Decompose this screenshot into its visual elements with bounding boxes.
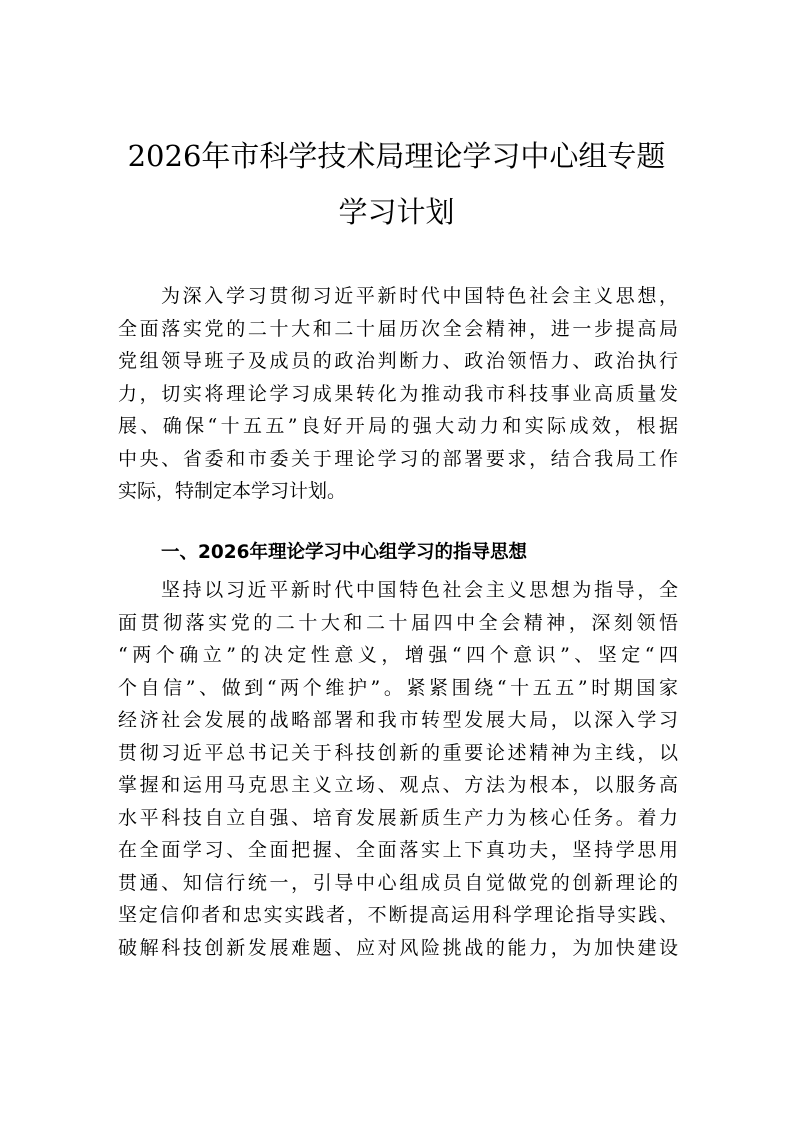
section-1-line: 经济社会发展的战略部署和我市转型发展大局，以深入学习 — [118, 709, 678, 731]
document-title-line-1: 2026年市科学技术局理论学习中心组专题 — [127, 139, 666, 173]
intro-line: 实际，特制定本学习计划。 — [118, 480, 347, 502]
intro-line: 中央、省委和市委关于理论学习的部署要求，结合我局工作 — [118, 447, 678, 470]
section-1-line: 掌握和运用马克思主义立场、观点、方法为根本，以服务高 — [118, 774, 678, 796]
section-1-line: 面贯彻落实党的二十大和二十届四中全会精神，深刻领悟 — [118, 611, 678, 634]
section-1-line: 贯通、知信行统一，引导中心组成员自觉做党的创新理论的 — [118, 871, 678, 894]
section-1-paragraph — [118, 574, 678, 964]
section-1-line: 个自信”、做到“两个维护”。紧紧围绕“十五五”时期国家 — [118, 676, 678, 699]
section-1-line: 坚定信仰者和忠实实践者，不断提高运用科学理论指导实践、 — [118, 904, 678, 926]
intro-line: 展、确保“十五五”良好开局的强大动力和实际成效，根据 — [118, 415, 678, 437]
section-1-line: “两个确立”的决定性意义，增强“四个意识”、坚定“四 — [118, 644, 678, 666]
intro-line: 力，切实将理论学习成果转化为推动我市科技事业高质量发 — [118, 382, 678, 405]
document-title-line-2: 学习计划 — [338, 195, 455, 229]
section-1-line: 贯彻习近平总书记关于科技创新的重要论述精神为主线，以 — [118, 741, 678, 764]
section-1-line: 破解科技创新发展难题、应对风险挑战的能力，为加快建设 — [118, 936, 678, 959]
section-1-line: 坚持以习近平新时代中国特色社会主义思想为指导，全 — [161, 579, 678, 601]
section-1-heading: 一、2026年理论学习中心组学习的指导思想 — [161, 542, 527, 563]
intro-line: 党组领导班子及成员的政治判断力、政治领悟力、政治执行 — [118, 350, 678, 372]
intro-line: 全面落实党的二十大和二十届历次全会精神，进一步提高局 — [118, 317, 678, 340]
intro-paragraph — [118, 280, 678, 508]
section-1-line: 在全面学习、全面把握、全面落实上下真功夫，坚持学思用 — [118, 839, 678, 861]
intro-line: 为深入学习贯彻习近平新时代中国特色社会主义思想， — [161, 285, 678, 307]
section-1-line: 水平科技自立自强、培育发展新质生产力为核心任务。着力 — [118, 806, 678, 829]
